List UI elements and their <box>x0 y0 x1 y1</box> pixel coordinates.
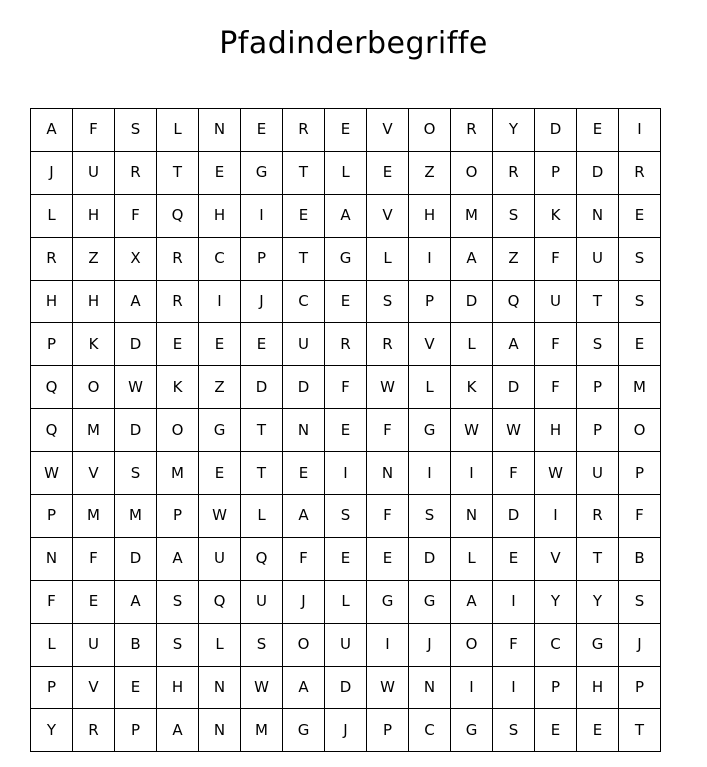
letter-cell[interactable]: I <box>619 109 661 152</box>
letter-cell[interactable]: J <box>619 623 661 666</box>
letter-cell[interactable]: S <box>619 580 661 623</box>
letter-cell[interactable]: D <box>409 537 451 580</box>
letter-cell[interactable]: O <box>451 623 493 666</box>
letter-cell[interactable]: E <box>619 323 661 366</box>
grid-row <box>31 452 661 495</box>
letter-cell[interactable]: G <box>409 409 451 452</box>
letter-cell[interactable]: S <box>409 495 451 538</box>
letter-cell[interactable]: U <box>73 623 115 666</box>
letter-cell[interactable]: E <box>241 323 283 366</box>
letter-cell[interactable]: P <box>157 495 199 538</box>
letter-cell[interactable]: F <box>535 366 577 409</box>
letter-cell[interactable]: O <box>451 151 493 194</box>
letter-cell[interactable]: G <box>577 623 619 666</box>
letter-cell[interactable]: D <box>493 495 535 538</box>
letter-cell[interactable]: B <box>619 537 661 580</box>
letter-cell[interactable]: U <box>577 237 619 280</box>
letter-cell[interactable]: F <box>325 366 367 409</box>
grid-row <box>31 237 661 280</box>
letter-cell[interactable]: L <box>31 194 73 237</box>
letter-cell[interactable]: V <box>367 109 409 152</box>
letter-cell[interactable]: E <box>283 452 325 495</box>
letter-cell[interactable]: Q <box>157 194 199 237</box>
letter-cell[interactable]: H <box>577 666 619 709</box>
letter-cell[interactable]: A <box>157 709 199 752</box>
letter-cell[interactable]: E <box>325 409 367 452</box>
letter-cell[interactable]: I <box>535 495 577 538</box>
letter-cell[interactable]: W <box>367 366 409 409</box>
letter-cell[interactable]: D <box>115 537 157 580</box>
letter-cell[interactable]: I <box>241 194 283 237</box>
letter-cell[interactable]: U <box>535 280 577 323</box>
letter-cell[interactable]: A <box>283 666 325 709</box>
grid-row <box>31 109 661 152</box>
letter-cell[interactable]: G <box>409 580 451 623</box>
letter-cell[interactable]: H <box>73 194 115 237</box>
letter-cell[interactable]: F <box>367 409 409 452</box>
letter-cell[interactable]: H <box>157 666 199 709</box>
letter-cell[interactable]: S <box>577 323 619 366</box>
letter-cell[interactable]: P <box>367 709 409 752</box>
letter-cell[interactable]: F <box>31 580 73 623</box>
letter-cell[interactable]: L <box>31 623 73 666</box>
letter-cell[interactable]: U <box>73 151 115 194</box>
letter-cell[interactable]: N <box>31 537 73 580</box>
letter-cell[interactable]: S <box>157 623 199 666</box>
letter-cell[interactable]: Q <box>31 366 73 409</box>
letter-cell[interactable]: S <box>115 452 157 495</box>
letter-cell[interactable]: F <box>535 237 577 280</box>
letter-cell[interactable]: K <box>157 366 199 409</box>
letter-cell[interactable]: V <box>367 194 409 237</box>
letter-cell[interactable]: Q <box>199 580 241 623</box>
letter-cell[interactable]: I <box>493 666 535 709</box>
letter-cell[interactable]: J <box>241 280 283 323</box>
letter-cell[interactable]: F <box>73 537 115 580</box>
letter-cell[interactable]: R <box>157 237 199 280</box>
letter-cell[interactable]: W <box>493 409 535 452</box>
letter-cell[interactable]: E <box>283 194 325 237</box>
letter-cell[interactable]: W <box>199 495 241 538</box>
letter-cell[interactable]: V <box>73 452 115 495</box>
letter-cell[interactable]: B <box>115 623 157 666</box>
letter-cell[interactable]: S <box>367 280 409 323</box>
letter-cell[interactable]: P <box>619 666 661 709</box>
letter-cell[interactable]: S <box>157 580 199 623</box>
letter-cell[interactable]: F <box>115 194 157 237</box>
letter-cell[interactable]: N <box>283 409 325 452</box>
letter-cell[interactable]: W <box>241 666 283 709</box>
letter-cell[interactable]: R <box>493 151 535 194</box>
letter-cell[interactable]: T <box>619 709 661 752</box>
letter-cell[interactable]: N <box>199 666 241 709</box>
letter-cell[interactable]: L <box>451 537 493 580</box>
letter-cell[interactable]: X <box>115 237 157 280</box>
letter-cell[interactable]: A <box>451 580 493 623</box>
letter-cell[interactable]: G <box>325 237 367 280</box>
letter-cell[interactable]: D <box>493 366 535 409</box>
letter-cell[interactable]: R <box>157 280 199 323</box>
letter-cell[interactable]: D <box>283 366 325 409</box>
letter-cell[interactable]: V <box>535 537 577 580</box>
letter-cell[interactable]: O <box>283 623 325 666</box>
letter-cell[interactable]: H <box>199 194 241 237</box>
letter-cell[interactable]: O <box>619 409 661 452</box>
grid-row <box>31 366 661 409</box>
letter-cell[interactable]: D <box>535 109 577 152</box>
letter-cell[interactable]: T <box>157 151 199 194</box>
letter-cell[interactable]: U <box>283 323 325 366</box>
letter-cell[interactable]: Y <box>493 109 535 152</box>
letter-cell[interactable]: E <box>493 537 535 580</box>
letter-cell[interactable]: U <box>325 623 367 666</box>
letter-cell[interactable]: E <box>73 580 115 623</box>
letter-cell[interactable]: U <box>577 452 619 495</box>
letter-cell[interactable]: E <box>535 709 577 752</box>
letter-cell[interactable]: S <box>493 194 535 237</box>
letter-cell[interactable]: O <box>73 366 115 409</box>
letter-cell[interactable]: Z <box>409 151 451 194</box>
letter-cell[interactable]: L <box>409 366 451 409</box>
letter-cell[interactable]: T <box>577 280 619 323</box>
letter-cell[interactable]: I <box>367 623 409 666</box>
letter-cell[interactable]: E <box>577 709 619 752</box>
grid-row <box>31 280 661 323</box>
letter-cell[interactable]: K <box>535 194 577 237</box>
letter-cell[interactable]: D <box>451 280 493 323</box>
letter-cell[interactable]: I <box>409 237 451 280</box>
letter-cell[interactable]: P <box>577 409 619 452</box>
letter-cell[interactable]: T <box>283 151 325 194</box>
letter-cell[interactable]: A <box>283 495 325 538</box>
letter-cell[interactable]: E <box>241 109 283 152</box>
grid-row <box>31 151 661 194</box>
letter-cell[interactable]: L <box>199 623 241 666</box>
letter-cell[interactable]: O <box>157 409 199 452</box>
letter-cell[interactable]: Q <box>31 409 73 452</box>
letter-cell[interactable]: S <box>325 495 367 538</box>
letter-cell[interactable]: P <box>115 709 157 752</box>
word-search-grid <box>30 108 661 752</box>
letter-cell[interactable]: S <box>619 237 661 280</box>
letter-cell[interactable]: P <box>409 280 451 323</box>
letter-cell[interactable]: D <box>115 409 157 452</box>
letter-cell[interactable]: S <box>115 109 157 152</box>
letter-cell[interactable]: A <box>31 109 73 152</box>
letter-cell[interactable]: M <box>241 709 283 752</box>
letter-cell[interactable]: K <box>73 323 115 366</box>
grid-row <box>31 194 661 237</box>
letter-cell[interactable]: I <box>325 452 367 495</box>
letter-cell[interactable]: H <box>31 280 73 323</box>
letter-cell[interactable]: Y <box>535 580 577 623</box>
letter-cell[interactable]: L <box>451 323 493 366</box>
letter-cell[interactable]: H <box>535 409 577 452</box>
letter-cell[interactable]: N <box>451 495 493 538</box>
letter-cell[interactable]: R <box>619 151 661 194</box>
letter-cell[interactable]: F <box>493 452 535 495</box>
letter-cell[interactable]: F <box>619 495 661 538</box>
letter-cell[interactable]: A <box>325 194 367 237</box>
letter-cell[interactable]: N <box>199 709 241 752</box>
letter-cell[interactable]: I <box>451 666 493 709</box>
letter-cell[interactable]: T <box>241 452 283 495</box>
letter-cell[interactable]: E <box>199 452 241 495</box>
letter-cell[interactable]: A <box>115 580 157 623</box>
letter-cell[interactable]: D <box>325 666 367 709</box>
letter-cell[interactable]: E <box>325 280 367 323</box>
letter-cell[interactable]: L <box>325 151 367 194</box>
letter-cell[interactable]: V <box>409 323 451 366</box>
letter-cell[interactable]: N <box>199 109 241 152</box>
letter-cell[interactable]: P <box>535 666 577 709</box>
letter-cell[interactable]: W <box>31 452 73 495</box>
letter-cell[interactable]: P <box>619 452 661 495</box>
letter-cell[interactable]: T <box>241 409 283 452</box>
letter-cell[interactable]: E <box>619 194 661 237</box>
letter-cell[interactable]: D <box>115 323 157 366</box>
letter-cell[interactable]: E <box>199 151 241 194</box>
letter-cell[interactable]: R <box>367 323 409 366</box>
letter-cell[interactable]: S <box>241 623 283 666</box>
grid-row <box>31 409 661 452</box>
letter-cell[interactable]: P <box>241 237 283 280</box>
grid-row <box>31 495 661 538</box>
letter-cell[interactable]: A <box>157 537 199 580</box>
letter-cell[interactable]: W <box>535 452 577 495</box>
letter-cell[interactable]: N <box>367 452 409 495</box>
letter-cell[interactable]: L <box>241 495 283 538</box>
letter-cell[interactable]: U <box>241 580 283 623</box>
letter-cell[interactable]: M <box>157 452 199 495</box>
letter-cell[interactable]: P <box>577 366 619 409</box>
letter-cell[interactable]: F <box>367 495 409 538</box>
letter-cell[interactable]: R <box>283 109 325 152</box>
grid-row <box>31 623 661 666</box>
letter-cell[interactable]: M <box>73 409 115 452</box>
letter-cell[interactable]: R <box>325 323 367 366</box>
letter-cell[interactable]: G <box>283 709 325 752</box>
letter-cell[interactable]: G <box>451 709 493 752</box>
letter-cell[interactable]: Z <box>493 237 535 280</box>
letter-cell[interactable]: L <box>367 237 409 280</box>
letter-cell[interactable]: Q <box>241 537 283 580</box>
letter-cell[interactable]: J <box>325 709 367 752</box>
letter-cell[interactable]: S <box>619 280 661 323</box>
letter-cell[interactable]: M <box>451 194 493 237</box>
letter-cell[interactable]: Y <box>31 709 73 752</box>
letter-cell[interactable]: G <box>241 151 283 194</box>
letter-cell[interactable]: V <box>73 666 115 709</box>
letter-cell[interactable]: J <box>31 151 73 194</box>
letter-cell[interactable]: U <box>199 537 241 580</box>
letter-cell[interactable]: C <box>283 280 325 323</box>
letter-cell[interactable]: F <box>73 109 115 152</box>
letter-cell[interactable]: G <box>367 580 409 623</box>
grid-row <box>31 580 661 623</box>
letter-cell[interactable]: E <box>325 109 367 152</box>
letter-cell[interactable]: P <box>31 495 73 538</box>
letter-cell[interactable]: R <box>115 151 157 194</box>
letter-cell[interactable]: W <box>115 366 157 409</box>
letter-cell[interactable]: R <box>451 109 493 152</box>
letter-cell[interactable]: P <box>31 666 73 709</box>
letter-cell[interactable]: L <box>325 580 367 623</box>
letter-cell[interactable]: M <box>619 366 661 409</box>
letter-cell[interactable]: I <box>493 580 535 623</box>
letter-cell[interactable]: R <box>73 709 115 752</box>
letter-cell[interactable]: H <box>409 194 451 237</box>
letter-cell[interactable]: K <box>451 366 493 409</box>
letter-cell[interactable]: M <box>115 495 157 538</box>
letter-cell[interactable]: J <box>409 623 451 666</box>
letter-cell[interactable]: R <box>577 495 619 538</box>
letter-cell[interactable]: D <box>241 366 283 409</box>
letter-cell[interactable]: G <box>199 409 241 452</box>
letter-cell[interactable]: E <box>325 537 367 580</box>
grid-row <box>31 709 661 752</box>
letter-cell[interactable]: W <box>451 409 493 452</box>
letter-cell[interactable]: M <box>73 495 115 538</box>
letter-cell[interactable]: I <box>451 452 493 495</box>
grid-row <box>31 323 661 366</box>
letter-cell[interactable]: I <box>409 452 451 495</box>
letter-cell[interactable]: Y <box>577 580 619 623</box>
letter-cell[interactable]: I <box>199 280 241 323</box>
letter-cell[interactable]: F <box>535 323 577 366</box>
letter-cell[interactable]: N <box>409 666 451 709</box>
letter-cell[interactable]: F <box>493 623 535 666</box>
letter-cell[interactable]: E <box>367 151 409 194</box>
letter-cell[interactable]: H <box>73 280 115 323</box>
letter-cell[interactable]: C <box>535 623 577 666</box>
letter-cell[interactable]: T <box>577 537 619 580</box>
letter-cell[interactable]: N <box>577 194 619 237</box>
letter-cell[interactable]: O <box>409 109 451 152</box>
letter-cell[interactable]: T <box>283 237 325 280</box>
letter-cell[interactable]: L <box>157 109 199 152</box>
letter-cell[interactable]: P <box>31 323 73 366</box>
letter-cell[interactable]: J <box>283 580 325 623</box>
letter-cell[interactable]: Q <box>493 280 535 323</box>
letter-cell[interactable]: S <box>493 709 535 752</box>
letter-cell[interactable]: E <box>199 323 241 366</box>
letter-cell[interactable]: F <box>283 537 325 580</box>
letter-cell[interactable]: C <box>409 709 451 752</box>
letter-cell[interactable]: A <box>451 237 493 280</box>
letter-cell[interactable]: E <box>577 109 619 152</box>
letter-cell[interactable]: P <box>535 151 577 194</box>
letter-cell[interactable]: E <box>157 323 199 366</box>
letter-cell[interactable]: Z <box>199 366 241 409</box>
letter-cell[interactable]: Z <box>73 237 115 280</box>
letter-cell[interactable]: A <box>115 280 157 323</box>
letter-cell[interactable]: W <box>367 666 409 709</box>
letter-cell[interactable]: E <box>367 537 409 580</box>
letter-cell[interactable]: D <box>577 151 619 194</box>
grid-row <box>31 537 661 580</box>
letter-cell[interactable]: C <box>199 237 241 280</box>
puzzle-title: Pfadinderbegriffe <box>219 26 488 61</box>
grid-row <box>31 666 661 709</box>
letter-cell[interactable]: E <box>115 666 157 709</box>
letter-cell[interactable]: A <box>493 323 535 366</box>
letter-cell[interactable]: R <box>31 237 73 280</box>
